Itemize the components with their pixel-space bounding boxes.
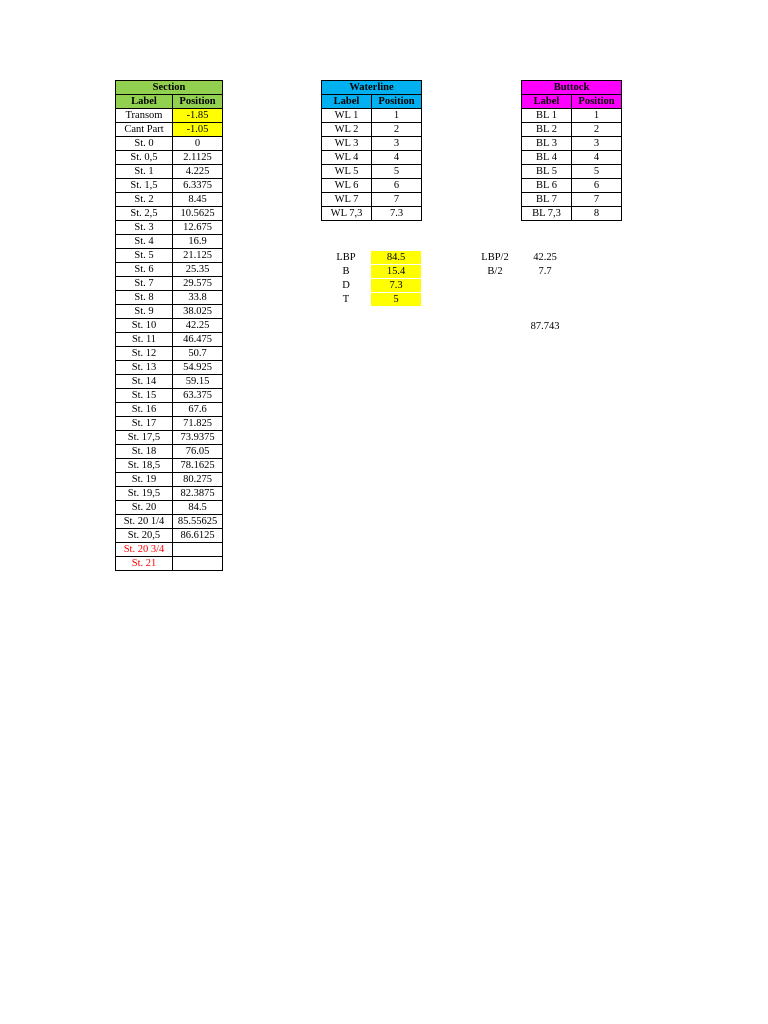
section-label-cell[interactable]: St. 8 (116, 291, 173, 305)
section-position-cell[interactable]: 29.575 (173, 277, 223, 291)
dimension-label-lbp[interactable]: LBP (336, 252, 356, 263)
section-position-cell[interactable]: 10.5625 (173, 207, 223, 221)
waterline-label-cell[interactable]: WL 4 (322, 151, 372, 165)
section-label-cell[interactable]: St. 18 (116, 445, 173, 459)
section-row (116, 473, 223, 487)
section-row (116, 361, 223, 375)
waterline-label-cell[interactable]: WL 1 (322, 109, 372, 123)
section-row (116, 207, 223, 221)
section-label-cell[interactable]: St. 14 (116, 375, 173, 389)
section-position-cell[interactable]: 8.45 (173, 193, 223, 207)
section-label-cell[interactable]: St. 21 (116, 557, 173, 571)
buttock-row (522, 207, 622, 221)
section-label-cell[interactable]: Cant Part (116, 123, 173, 137)
section-label-cell[interactable]: St. 1 (116, 165, 173, 179)
section-position-cell[interactable]: 2.1125 (173, 151, 223, 165)
buttock-label-cell[interactable]: BL 7 (522, 193, 572, 207)
dimension-label-t[interactable]: T (342, 294, 350, 305)
dimension-value-d[interactable]: 7.3 (371, 279, 421, 292)
dimension-value-t[interactable]: 5 (371, 293, 421, 306)
waterline-row (322, 123, 422, 137)
buttock-label-cell[interactable]: BL 2 (522, 123, 572, 137)
buttock-label-cell[interactable]: BL 4 (522, 151, 572, 165)
half-value-lbp[interactable]: 42.25 (533, 252, 557, 263)
section-row (116, 501, 223, 515)
section-row (116, 305, 223, 319)
waterline-position-cell[interactable]: 6 (372, 179, 422, 193)
buttock-row (522, 179, 622, 193)
waterline-position-cell[interactable]: 1 (372, 109, 422, 123)
section-row (116, 389, 223, 403)
section-label-cell[interactable]: St. 7 (116, 277, 173, 291)
dimension-label-b[interactable]: B (342, 266, 350, 277)
section-row (116, 151, 223, 165)
waterline-label-header[interactable]: Label (322, 95, 372, 109)
section-position-header[interactable]: Position (173, 95, 223, 109)
section-label-cell[interactable]: St. 4 (116, 235, 173, 249)
section-label-cell[interactable]: St. 17 (116, 417, 173, 431)
buttock-position-header[interactable]: Position (572, 95, 622, 109)
section-position-cell[interactable]: 4.225 (173, 165, 223, 179)
section-label-cell[interactable]: St. 9 (116, 305, 173, 319)
section-row (116, 235, 223, 249)
waterline-label-cell[interactable]: WL 7 (322, 193, 372, 207)
section-row (116, 487, 223, 501)
waterline-row (322, 207, 422, 221)
half-value-b[interactable]: 7.7 (538, 266, 552, 277)
dimension-value-b[interactable]: 15.4 (371, 265, 421, 278)
section-position-cell[interactable] (173, 543, 223, 557)
section-row (116, 179, 223, 193)
section-position-cell[interactable]: 46.475 (173, 333, 223, 347)
section-label-cell[interactable]: St. 0 (116, 137, 173, 151)
dimension-label-d[interactable]: D (342, 280, 350, 291)
buttock-row (522, 123, 622, 137)
section-position-cell[interactable]: 80.275 (173, 473, 223, 487)
buttock-label-cell[interactable]: BL 6 (522, 179, 572, 193)
section-position-cell[interactable]: 38.025 (173, 305, 223, 319)
buttock-row (522, 193, 622, 207)
buttock-row (522, 137, 622, 151)
waterline-row (322, 109, 422, 123)
waterline-table (321, 80, 422, 221)
section-label-cell[interactable]: St. 0,5 (116, 151, 173, 165)
buttock-position-cell[interactable]: 7 (572, 193, 622, 207)
section-row (116, 263, 223, 277)
waterline-position-cell[interactable]: 7 (372, 193, 422, 207)
section-position-cell[interactable]: 21.125 (173, 249, 223, 263)
section-position-cell[interactable]: 12.675 (173, 221, 223, 235)
section-position-cell[interactable]: 84.5 (173, 501, 223, 515)
waterline-label-cell[interactable]: WL 5 (322, 165, 372, 179)
buttock-label-header[interactable]: Label (522, 95, 572, 109)
waterline-row (322, 137, 422, 151)
waterline-position-cell[interactable]: 3 (372, 137, 422, 151)
waterline-label-cell[interactable]: WL 6 (322, 179, 372, 193)
section-position-cell[interactable]: 85.55625 (173, 515, 223, 529)
section-label-cell[interactable]: Transom (116, 109, 173, 123)
section-position-cell[interactable]: 16.9 (173, 235, 223, 249)
section-label-cell[interactable]: St. 6 (116, 263, 173, 277)
buttock-position-cell[interactable]: 6 (572, 179, 622, 193)
waterline-row (322, 179, 422, 193)
section-label-cell[interactable]: St. 2 (116, 193, 173, 207)
section-label-cell[interactable]: St. 3 (116, 221, 173, 235)
section-row (116, 515, 223, 529)
section-table (115, 80, 223, 571)
buttock-row (522, 151, 622, 165)
section-position-cell[interactable]: 42.25 (173, 319, 223, 333)
section-label-cell[interactable]: St. 19 (116, 473, 173, 487)
section-position-cell[interactable]: 86.6125 (173, 529, 223, 543)
waterline-row (322, 193, 422, 207)
section-label-cell[interactable]: St. 1,5 (116, 179, 173, 193)
section-position-cell[interactable]: -1.85 (173, 109, 223, 123)
section-position-cell[interactable]: 67.6 (173, 403, 223, 417)
section-row (116, 417, 223, 431)
section-position-cell[interactable]: 54.925 (173, 361, 223, 375)
section-position-cell[interactable]: 59.15 (173, 375, 223, 389)
waterline-row (322, 165, 422, 179)
half-label-b[interactable]: B/2 (487, 266, 503, 277)
section-label-cell[interactable]: St. 10 (116, 319, 173, 333)
section-label-cell[interactable]: St. 16 (116, 403, 173, 417)
waterline-label-cell[interactable]: WL 3 (322, 137, 372, 151)
waterline-label-cell[interactable]: WL 7,3 (322, 207, 372, 221)
section-row (116, 137, 223, 151)
buttock-position-cell[interactable]: 1 (572, 109, 622, 123)
section-row (116, 403, 223, 417)
section-row (116, 109, 223, 123)
section-position-cell[interactable]: 82.3875 (173, 487, 223, 501)
section-label-cell[interactable]: St. 15 (116, 389, 173, 403)
section-position-cell[interactable]: 76.05 (173, 445, 223, 459)
buttock-label-cell[interactable]: BL 1 (522, 109, 572, 123)
buttock-label-cell[interactable]: BL 7,3 (522, 207, 572, 221)
section-row (116, 333, 223, 347)
section-row (116, 375, 223, 389)
section-position-cell[interactable]: -1.05 (173, 123, 223, 137)
section-row (116, 291, 223, 305)
extra-value-cell[interactable]: 87.743 (530, 321, 560, 332)
section-row (116, 459, 223, 473)
waterline-label-cell[interactable]: WL 2 (322, 123, 372, 137)
section-label-cell[interactable]: St. 20 (116, 501, 173, 515)
waterline-position-cell[interactable]: 5 (372, 165, 422, 179)
section-label-header[interactable]: Label (116, 95, 173, 109)
waterline-row (322, 151, 422, 165)
section-label-cell[interactable]: St. 13 (116, 361, 173, 375)
buttock-position-cell[interactable]: 8 (572, 207, 622, 221)
section-row (116, 165, 223, 179)
buttock-row (522, 165, 622, 179)
buttock-title[interactable]: Buttock (522, 81, 622, 95)
section-label-cell[interactable]: St. 18,5 (116, 459, 173, 473)
section-row (116, 431, 223, 445)
section-position-cell[interactable]: 63.375 (173, 389, 223, 403)
section-position-cell[interactable]: 73.9375 (173, 431, 223, 445)
section-row (116, 557, 223, 571)
buttock-label-cell[interactable]: BL 3 (522, 137, 572, 151)
buttock-position-cell[interactable]: 2 (572, 123, 622, 137)
waterline-position-header[interactable]: Position (372, 95, 422, 109)
buttock-row (522, 109, 622, 123)
section-row (116, 445, 223, 459)
section-label-cell[interactable]: St. 20 3/4 (116, 543, 173, 557)
section-title[interactable]: Section (116, 81, 223, 95)
section-row (116, 123, 223, 137)
section-position-cell[interactable]: 50.7 (173, 347, 223, 361)
buttock-table (521, 80, 622, 221)
buttock-position-cell[interactable]: 4 (572, 151, 622, 165)
section-row (116, 319, 223, 333)
dimension-value-lbp[interactable]: 84.5 (371, 251, 421, 264)
section-row (116, 193, 223, 207)
section-position-cell[interactable]: 25.35 (173, 263, 223, 277)
section-label-cell[interactable]: St. 20 1/4 (116, 515, 173, 529)
section-position-cell[interactable] (173, 557, 223, 571)
waterline-position-cell[interactable]: 4 (372, 151, 422, 165)
section-row (116, 221, 223, 235)
section-label-cell[interactable]: St. 20,5 (116, 529, 173, 543)
section-position-cell[interactable]: 78.1625 (173, 459, 223, 473)
section-label-cell[interactable]: St. 2,5 (116, 207, 173, 221)
half-label-lbp[interactable]: LBP/2 (481, 252, 509, 263)
waterline-title[interactable]: Waterline (322, 81, 422, 95)
section-row (116, 543, 223, 557)
section-row (116, 347, 223, 361)
section-label-cell[interactable]: St. 5 (116, 249, 173, 263)
section-row (116, 529, 223, 543)
section-label-cell[interactable]: St. 17,5 (116, 431, 173, 445)
buttock-position-cell[interactable]: 3 (572, 137, 622, 151)
section-label-cell[interactable]: St. 19,5 (116, 487, 173, 501)
section-position-cell[interactable]: 0 (173, 137, 223, 151)
buttock-position-cell[interactable]: 5 (572, 165, 622, 179)
buttock-label-cell[interactable]: BL 5 (522, 165, 572, 179)
section-position-cell[interactable]: 33.8 (173, 291, 223, 305)
section-row (116, 249, 223, 263)
section-position-cell[interactable]: 6.3375 (173, 179, 223, 193)
section-label-cell[interactable]: St. 12 (116, 347, 173, 361)
section-label-cell[interactable]: St. 11 (116, 333, 173, 347)
section-position-cell[interactable]: 71.825 (173, 417, 223, 431)
waterline-position-cell[interactable]: 7.3 (372, 207, 422, 221)
section-row (116, 277, 223, 291)
waterline-position-cell[interactable]: 2 (372, 123, 422, 137)
